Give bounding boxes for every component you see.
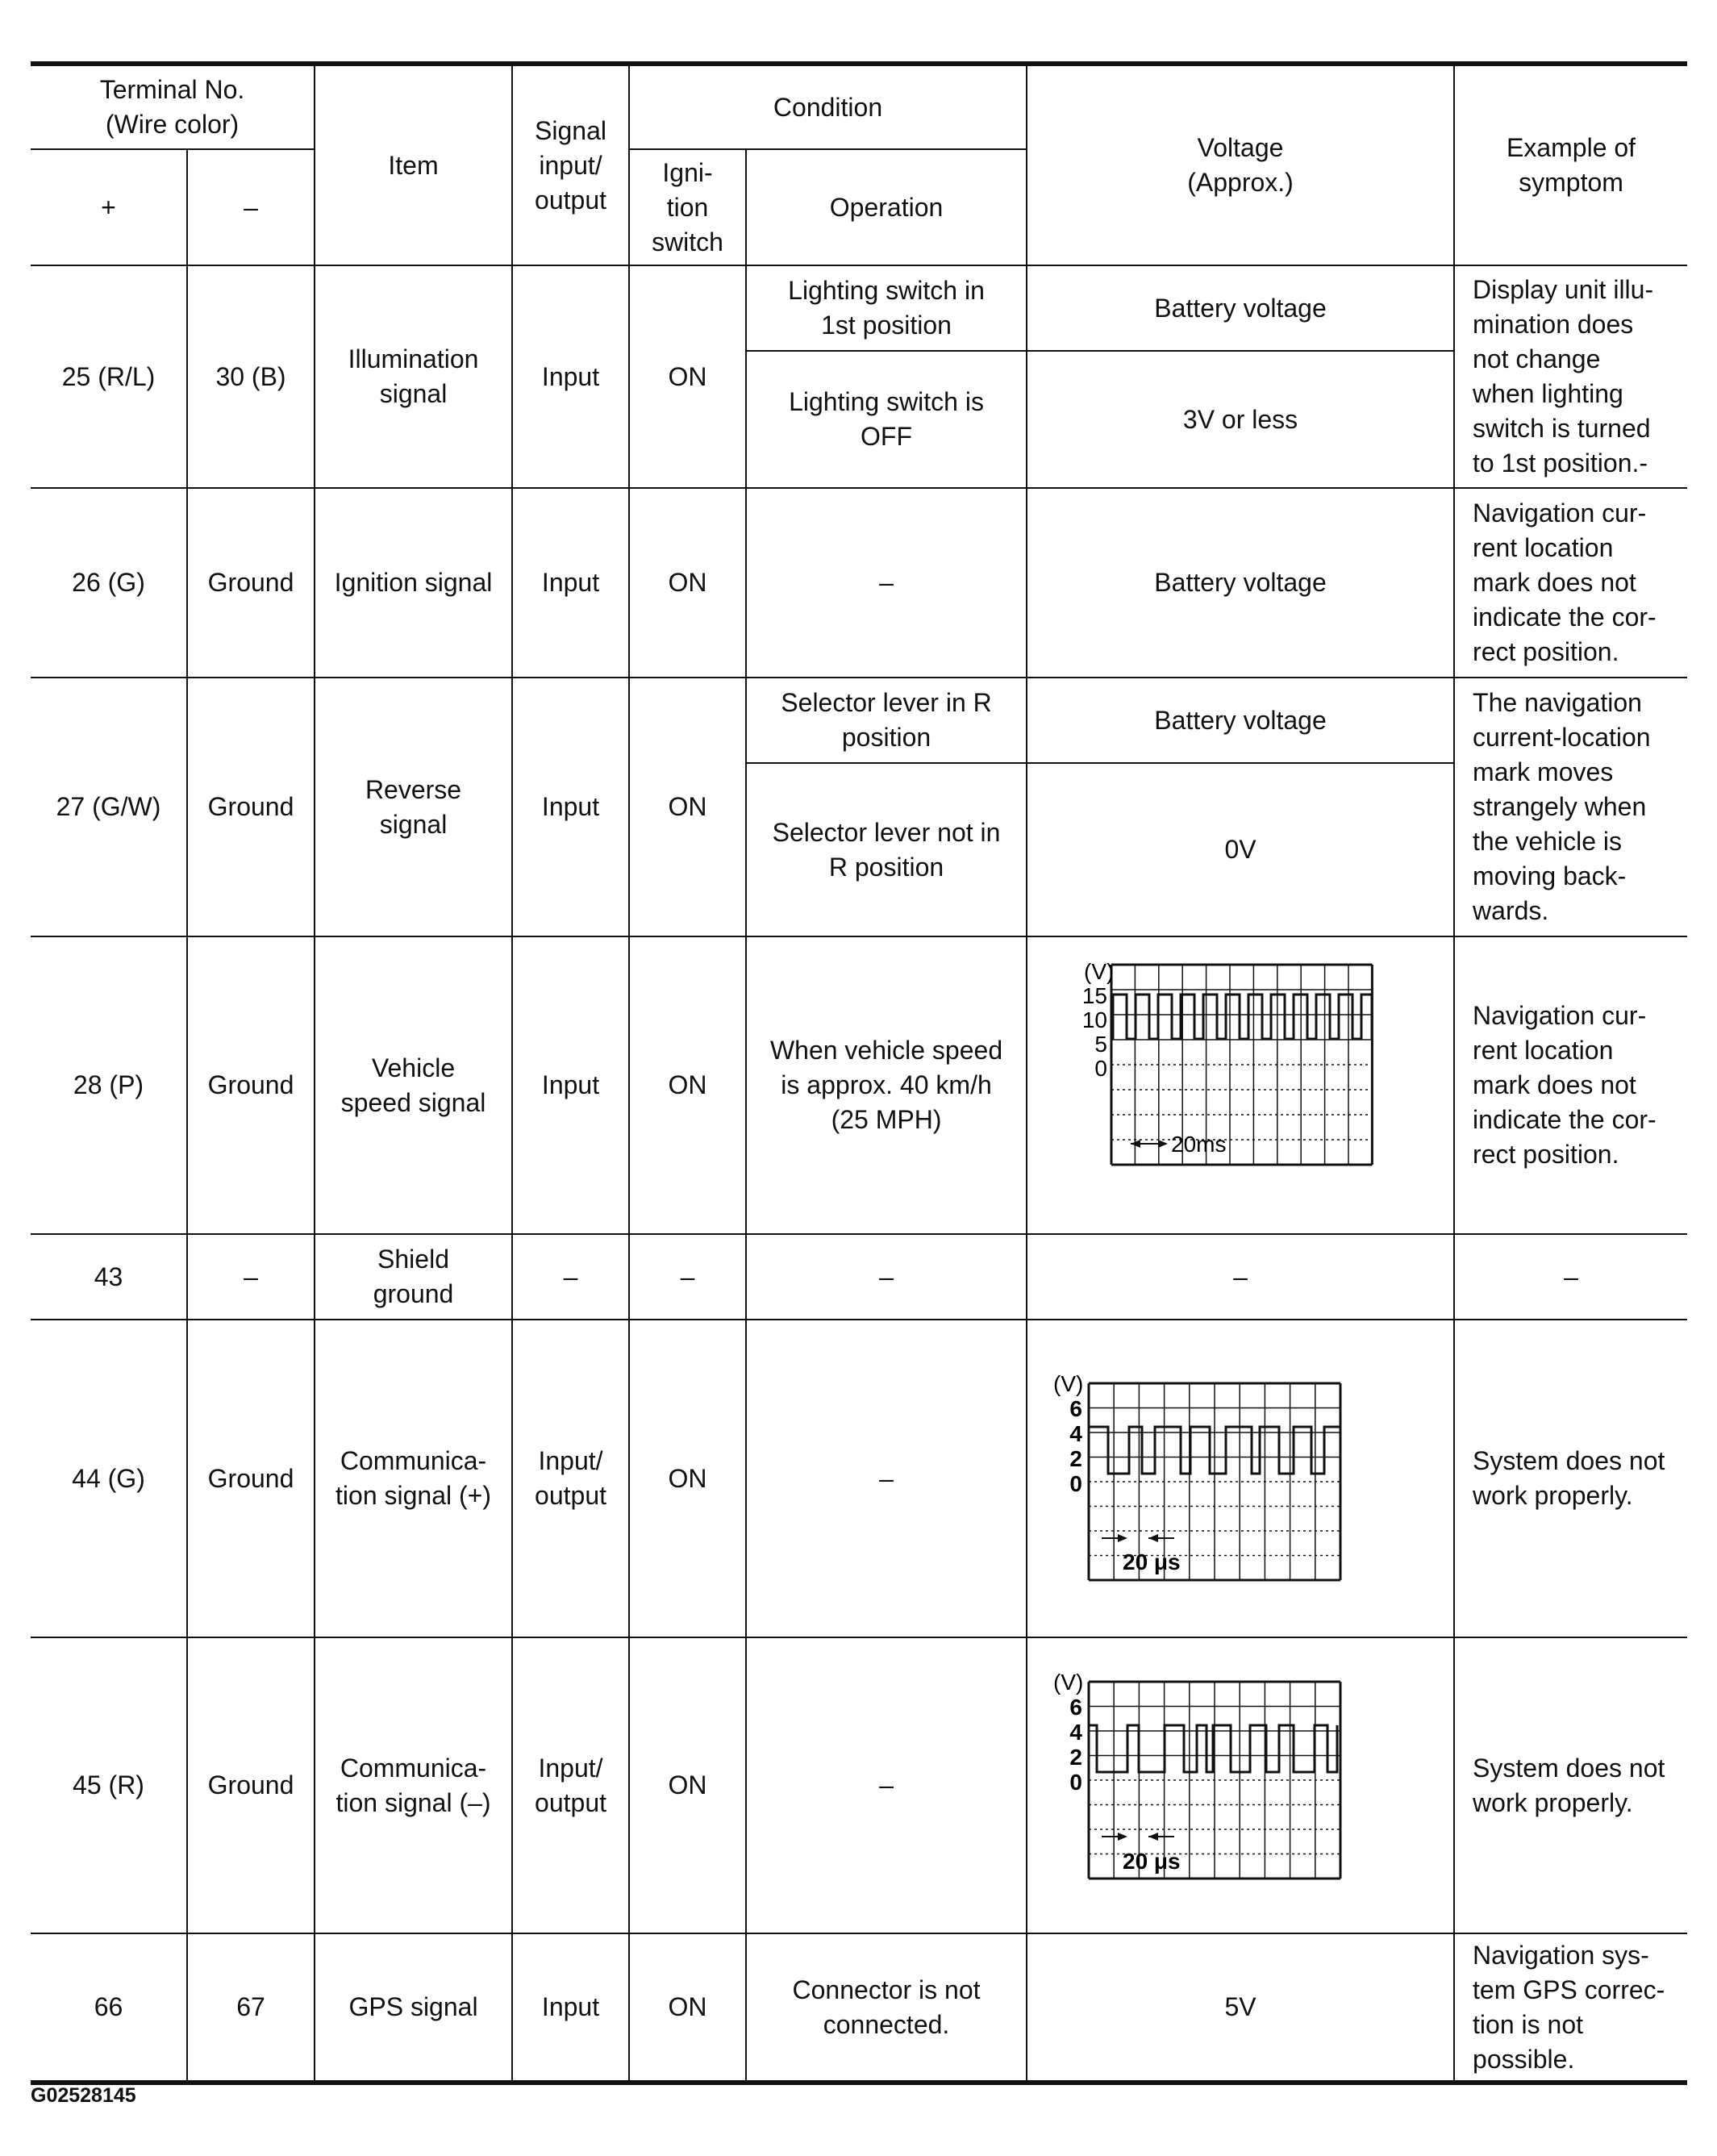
item-cell: Shield ground [315, 1234, 512, 1320]
terminal-plus: 44 (G) [31, 1320, 187, 1637]
signal-cell: Input [512, 488, 629, 678]
terminal-minus: Ground [187, 936, 315, 1234]
operation-cell: Selector lever in R position [746, 678, 1027, 763]
waveform-tick: 5 [1094, 1032, 1108, 1057]
header-operation: Operation [746, 149, 1027, 265]
ignition-cell: ON [629, 936, 746, 1234]
waveform-unit-label: (V) [1084, 959, 1115, 984]
waveform-unit-label: (V) [1053, 1371, 1084, 1396]
ignition-cell: ON [629, 678, 746, 936]
header-ignition: Igni- tion switch [629, 149, 746, 265]
waveform-tick: 0 [1094, 1056, 1108, 1081]
item-cell: Communica- tion signal (–) [315, 1637, 512, 1933]
waveform-tick: 4 [1069, 1421, 1083, 1446]
waveform-tick: 2 [1069, 1745, 1083, 1770]
header-voltage: Voltage (Approx.) [1027, 64, 1454, 265]
terminal-minus: 67 [187, 1933, 315, 2083]
operation-cell: When vehicle speed is approx. 40 km/h (25 MPH) [746, 936, 1027, 1234]
signal-cell: Input [512, 1933, 629, 2083]
waveform-trace [1111, 995, 1372, 1039]
waveform-tick: 6 [1069, 1695, 1083, 1720]
waveform-tick: 6 [1069, 1396, 1083, 1421]
waveform-grid [1111, 965, 1372, 1165]
voltage-cell: 0V [1027, 763, 1454, 936]
arrow-head [1118, 1833, 1127, 1841]
comm-minus-waveform [1027, 1638, 1453, 1924]
operation-cell: Lighting switch in 1st position [746, 265, 1027, 351]
terminal-minus: 30 (B) [187, 265, 315, 488]
voltage-cell [1027, 1320, 1454, 1637]
terminal-minus: Ground [187, 1320, 315, 1637]
waveform-time-label: 20 μs [1123, 1549, 1181, 1574]
table-row [31, 1320, 1687, 1637]
arrow-head [1158, 1140, 1168, 1148]
header-signal: Signal input/ output [512, 64, 629, 265]
speed-waveform [1027, 937, 1453, 1224]
operation-cell: – [746, 1320, 1027, 1637]
signal-cell: Input [512, 936, 629, 1234]
terminal-minus: Ground [187, 1637, 315, 1933]
waveform-unit-label: (V) [1053, 1670, 1084, 1695]
arrow-head [1118, 1534, 1127, 1542]
voltage-cell: Battery voltage [1027, 678, 1454, 763]
terminal-minus: Ground [187, 488, 315, 678]
terminal-plus: 28 (P) [31, 936, 187, 1234]
table-row [31, 488, 1687, 678]
symptom-cell: – [1454, 1234, 1687, 1320]
item-cell: Vehicle speed signal [315, 936, 512, 1234]
waveform-trace [1089, 1725, 1337, 1772]
header-terminal: Terminal No. (Wire color) [31, 64, 315, 149]
item-cell: GPS signal [315, 1933, 512, 2083]
operation-cell: Selector lever not in R position [746, 763, 1027, 936]
voltage-cell: 5V [1027, 1933, 1454, 2083]
ignition-cell: ON [629, 1320, 746, 1637]
arrow-head [1148, 1833, 1158, 1841]
header-condition: Condition [629, 64, 1027, 149]
ignition-cell: ON [629, 1637, 746, 1933]
voltage-cell: – [1027, 1234, 1454, 1320]
voltage-cell: Battery voltage [1027, 265, 1454, 351]
signal-cell: Input/ output [512, 1637, 629, 1933]
waveform-tick: 10 [1081, 1007, 1108, 1032]
voltage-cell [1027, 1637, 1454, 1933]
symptom-cell: Navigation cur- rent location mark does not indicate the cor- rect position. [1454, 936, 1687, 1234]
voltage-cell [1027, 936, 1454, 1234]
terminal-minus: – [187, 1234, 315, 1320]
operation-cell: Connector is not connected. [746, 1933, 1027, 2083]
waveform-tick: 0 [1069, 1471, 1083, 1496]
ignition-cell: – [629, 1234, 746, 1320]
symptom-cell: Display unit illu- mination does not change when lighting switch is turned to 1st position.- [1454, 265, 1687, 488]
table-row [31, 1234, 1687, 1320]
item-cell: Communica- tion signal (+) [315, 1320, 512, 1637]
table-row [31, 936, 1687, 1234]
terminal-plus: 43 [31, 1234, 187, 1320]
terminal-plus: 25 (R/L) [31, 265, 187, 488]
symptom-cell: System does not work properly. [1454, 1637, 1687, 1933]
header-item: Item [315, 64, 512, 265]
ignition-cell: ON [629, 1933, 746, 2083]
signal-cell: – [512, 1234, 629, 1320]
item-cell: Reverse signal [315, 678, 512, 936]
voltage-cell: 3V or less [1027, 351, 1454, 488]
terminal-plus: 66 [31, 1933, 187, 2083]
waveform-time-label: 20 μs [1123, 1849, 1181, 1874]
signal-cell: Input [512, 265, 629, 488]
terminal-table [31, 61, 1687, 2085]
item-cell: Illumination signal [315, 265, 512, 488]
waveform-tick: 4 [1069, 1720, 1083, 1745]
voltage-cell: Battery voltage [1027, 488, 1454, 678]
header-minus: – [187, 149, 315, 265]
header-plus: + [31, 149, 187, 265]
symptom-cell: Navigation sys- tem GPS correc- tion is not possible. [1454, 1933, 1687, 2083]
terminal-plus: 45 (R) [31, 1637, 187, 1933]
ignition-cell: ON [629, 488, 746, 678]
ignition-cell: ON [629, 265, 746, 488]
symptom-cell: The navigation current-location mark moves strangely when the vehicle is moving back- wards. [1454, 678, 1687, 936]
symptom-cell: Navigation cur- rent location mark does not indicate the cor- rect position. [1454, 488, 1687, 678]
operation-cell: – [746, 1637, 1027, 1933]
terminal-minus: Ground [187, 678, 315, 936]
table-row [31, 1933, 1687, 2083]
item-cell: Ignition signal [315, 488, 512, 678]
arrow-head [1148, 1534, 1158, 1542]
operation-cell: – [746, 488, 1027, 678]
signal-cell: Input [512, 678, 629, 936]
terminal-plus: 27 (G/W) [31, 678, 187, 936]
table-row [31, 678, 1687, 763]
operation-cell: – [746, 1234, 1027, 1320]
table-row [31, 1637, 1687, 1933]
header-symptom: Example of symptom [1454, 64, 1687, 265]
waveform-time-label: 20ms [1171, 1132, 1227, 1157]
waveform-tick: 2 [1069, 1446, 1083, 1471]
comm-plus-waveform [1027, 1320, 1453, 1628]
symptom-cell: System does not work properly. [1454, 1320, 1687, 1637]
waveform-tick: 15 [1081, 983, 1108, 1008]
signal-cell: Input/ output [512, 1320, 629, 1637]
table-row [31, 265, 1687, 351]
figure-code: G02528145 [31, 2084, 136, 2107]
waveform-tick: 0 [1069, 1770, 1083, 1795]
terminal-plus: 26 (G) [31, 488, 187, 678]
operation-cell: Lighting switch is OFF [746, 351, 1027, 488]
